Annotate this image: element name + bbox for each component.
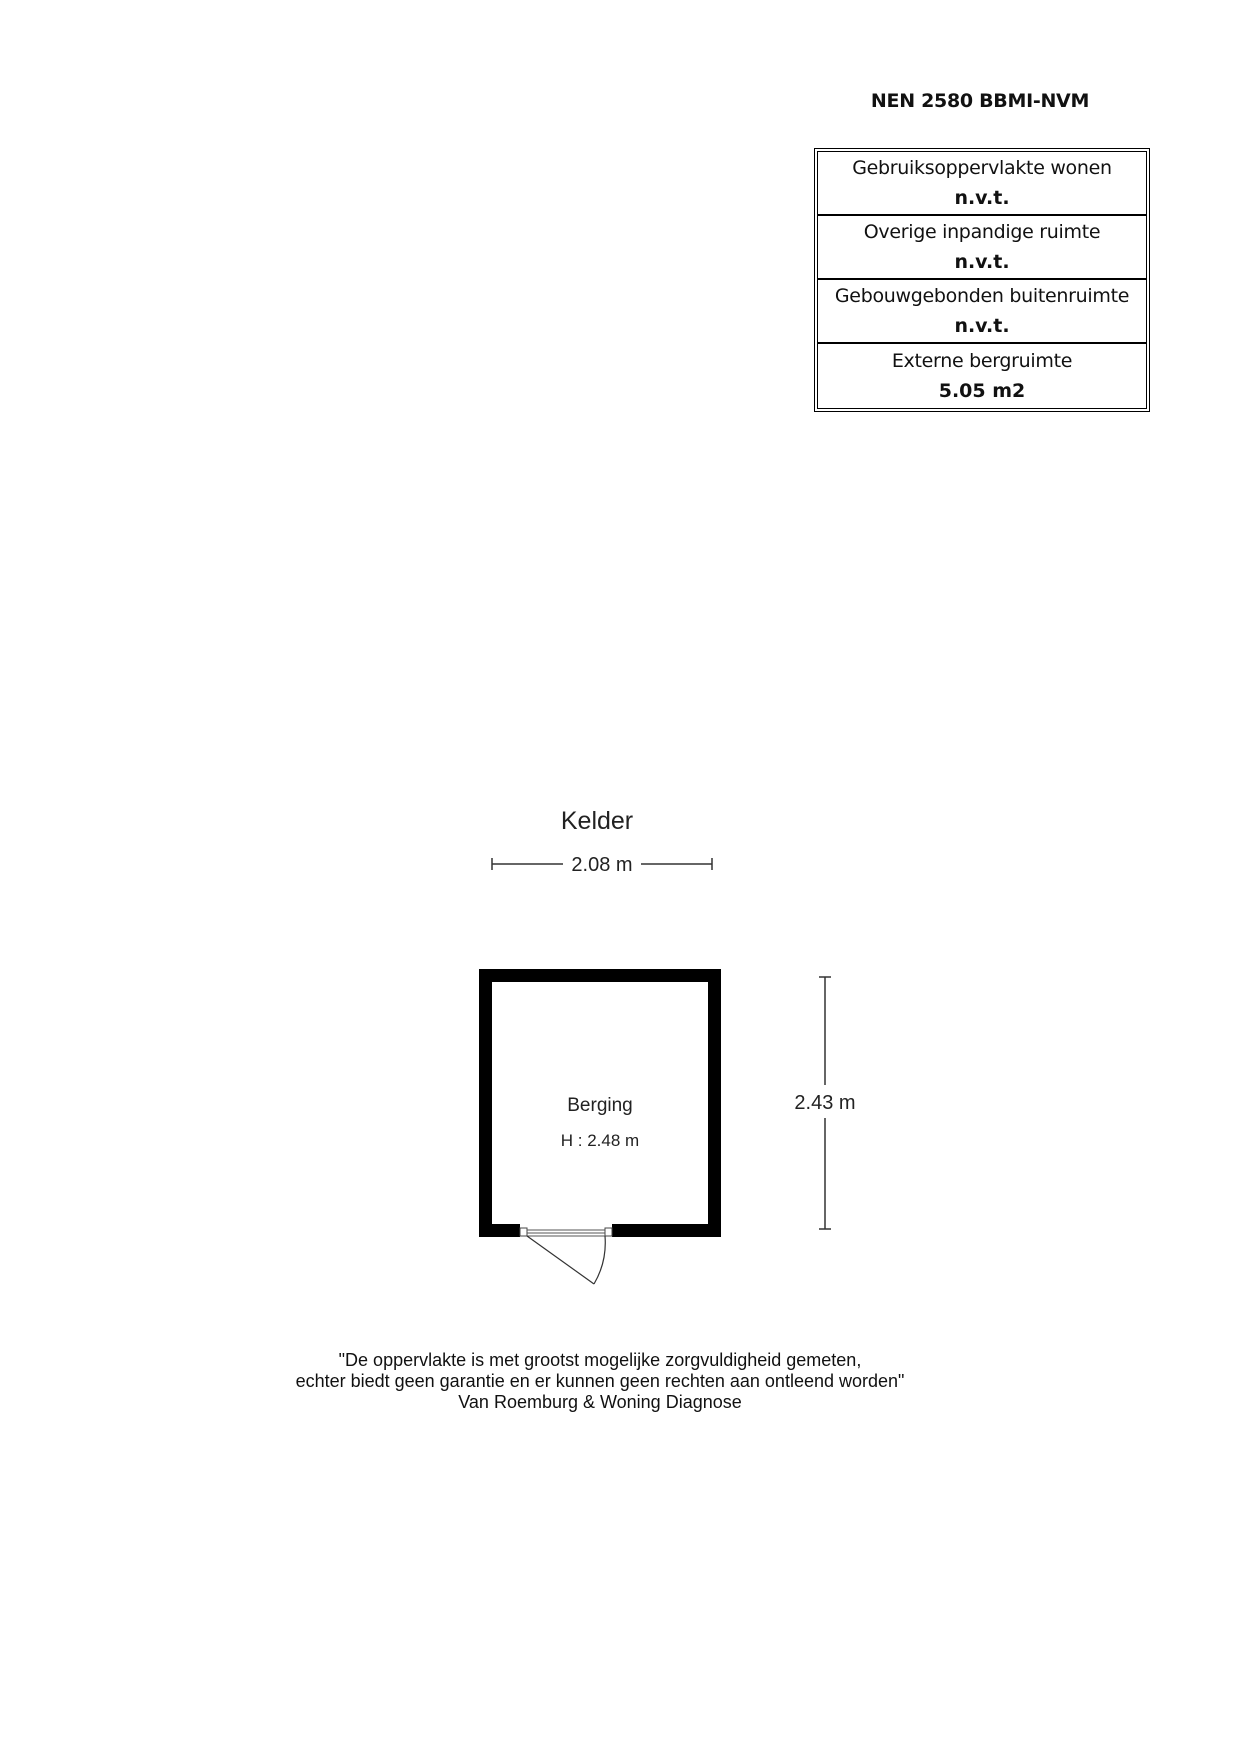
- area-value: n.v.t.: [954, 251, 1010, 273]
- area-value: n.v.t.: [954, 187, 1010, 209]
- room-height: H : 2.48 m: [560, 1131, 640, 1150]
- area-value: 5.05 m2: [938, 380, 1026, 402]
- floor-name: Kelder: [560, 807, 634, 835]
- area-table: [814, 148, 1150, 412]
- depth-dimension-label: 2.43 m: [794, 1092, 856, 1114]
- area-row-externe-bergruimte: [818, 344, 1146, 408]
- floorplan-drawing: [0, 780, 1240, 1300]
- room-name: Berging: [567, 1095, 633, 1116]
- area-row-overige-inpandige-ruimte: [818, 216, 1146, 280]
- width-dimension-label: 2.08 m: [571, 854, 633, 876]
- door-icon: [520, 1223, 612, 1284]
- disclaimer-line: "De oppervlakte is met grootst mogelijke zorgvuldigheid gemeten,: [338, 1350, 862, 1370]
- area-row-gebruiksoppervlakte: [818, 152, 1146, 216]
- area-label: Externe bergruimte: [891, 350, 1073, 372]
- disclaimer-line: echter biedt geen garantie en er kunnen geen rechten aan ontleend worden": [295, 1371, 905, 1391]
- disclaimer-author: Van Roemburg & Woning Diagnose: [458, 1392, 742, 1412]
- area-label: Gebruiksoppervlakte wonen: [852, 157, 1112, 179]
- area-row-gebouwgebonden-buitenruimte: [818, 280, 1146, 344]
- norm-title: NEN 2580 BBMI-NVM: [870, 90, 1090, 112]
- area-label: Gebouwgebonden buitenruimte: [834, 285, 1130, 307]
- area-label: Overige inpandige ruimte: [863, 221, 1101, 243]
- area-value: n.v.t.: [954, 315, 1010, 337]
- disclaimer: [230, 1350, 970, 1413]
